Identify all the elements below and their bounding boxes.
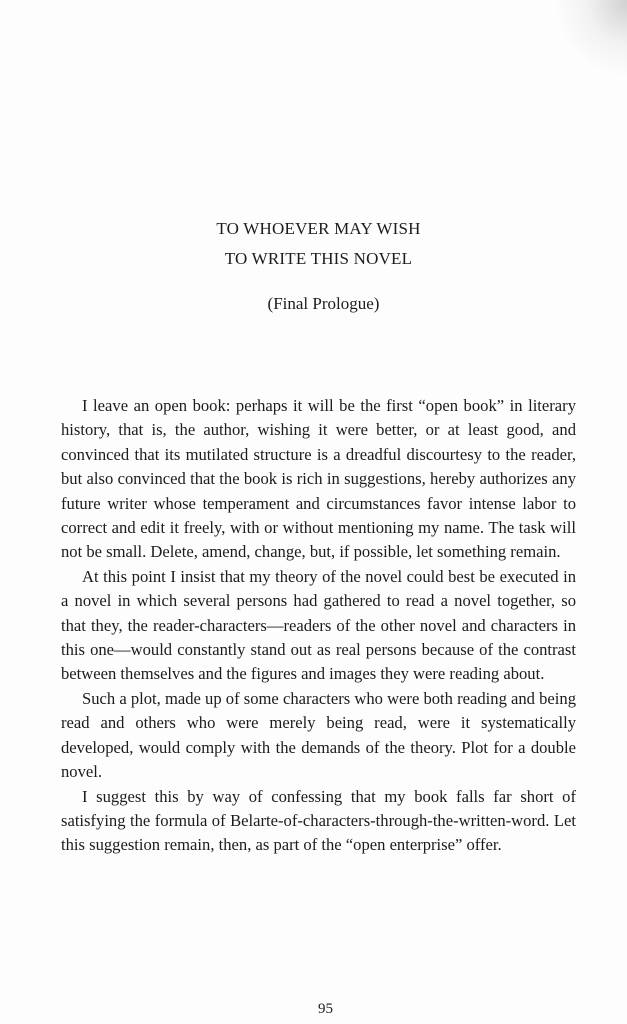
body-text [61,394,576,858]
chapter-heading [0,214,627,274]
heading-line-1: TO WHOEVER MAY WISH [216,219,421,238]
chapter-subtitle: (Final Prologue) [267,294,380,313]
paragraph-1: I leave an open book: perhaps it will be the first “open book” in literary history, that is, the author, wishing it were better, or at least good, and convinced that its mutilated structure is a dreadful discourtesy to the reader, but also convinced that the book is rich in suggestions, hereby authorizes any future writer whose temperament and circumstances favor intense labor to correct and edit it freely, with or without mentioning my name. The task will not be small. Delete, amend, change, but, if possible, let something remain. [61,396,576,562]
paragraph-3: Such a plot, made up of some characters who were both reading and being read and others who were merely being read, were it systematically developed, would comply with the demands of the theory. Plot for a double novel. [61,688,576,782]
heading-line-2: TO WRITE THIS NOVEL [224,249,413,268]
paragraph-4: I suggest this by way of confessing that my book falls far short of satisfying the formula of Belarte-of-characters-through-the-written-word. Let this suggestion remain, then, as part of the “open enterprise” offer. [61,786,576,855]
paragraph-2: At this point I insist that my theory of the novel could best be executed in a novel in which several persons had gathered to read a novel together, so that they, the reader-characters—readers of the other novel and characters in this one—would constantly stand out as real persons because of the contrast between themselves and the figures and images they were reading about. [61,566,576,684]
page-corner-shadow [532,0,627,85]
page-number: 95 [318,1001,333,1017]
